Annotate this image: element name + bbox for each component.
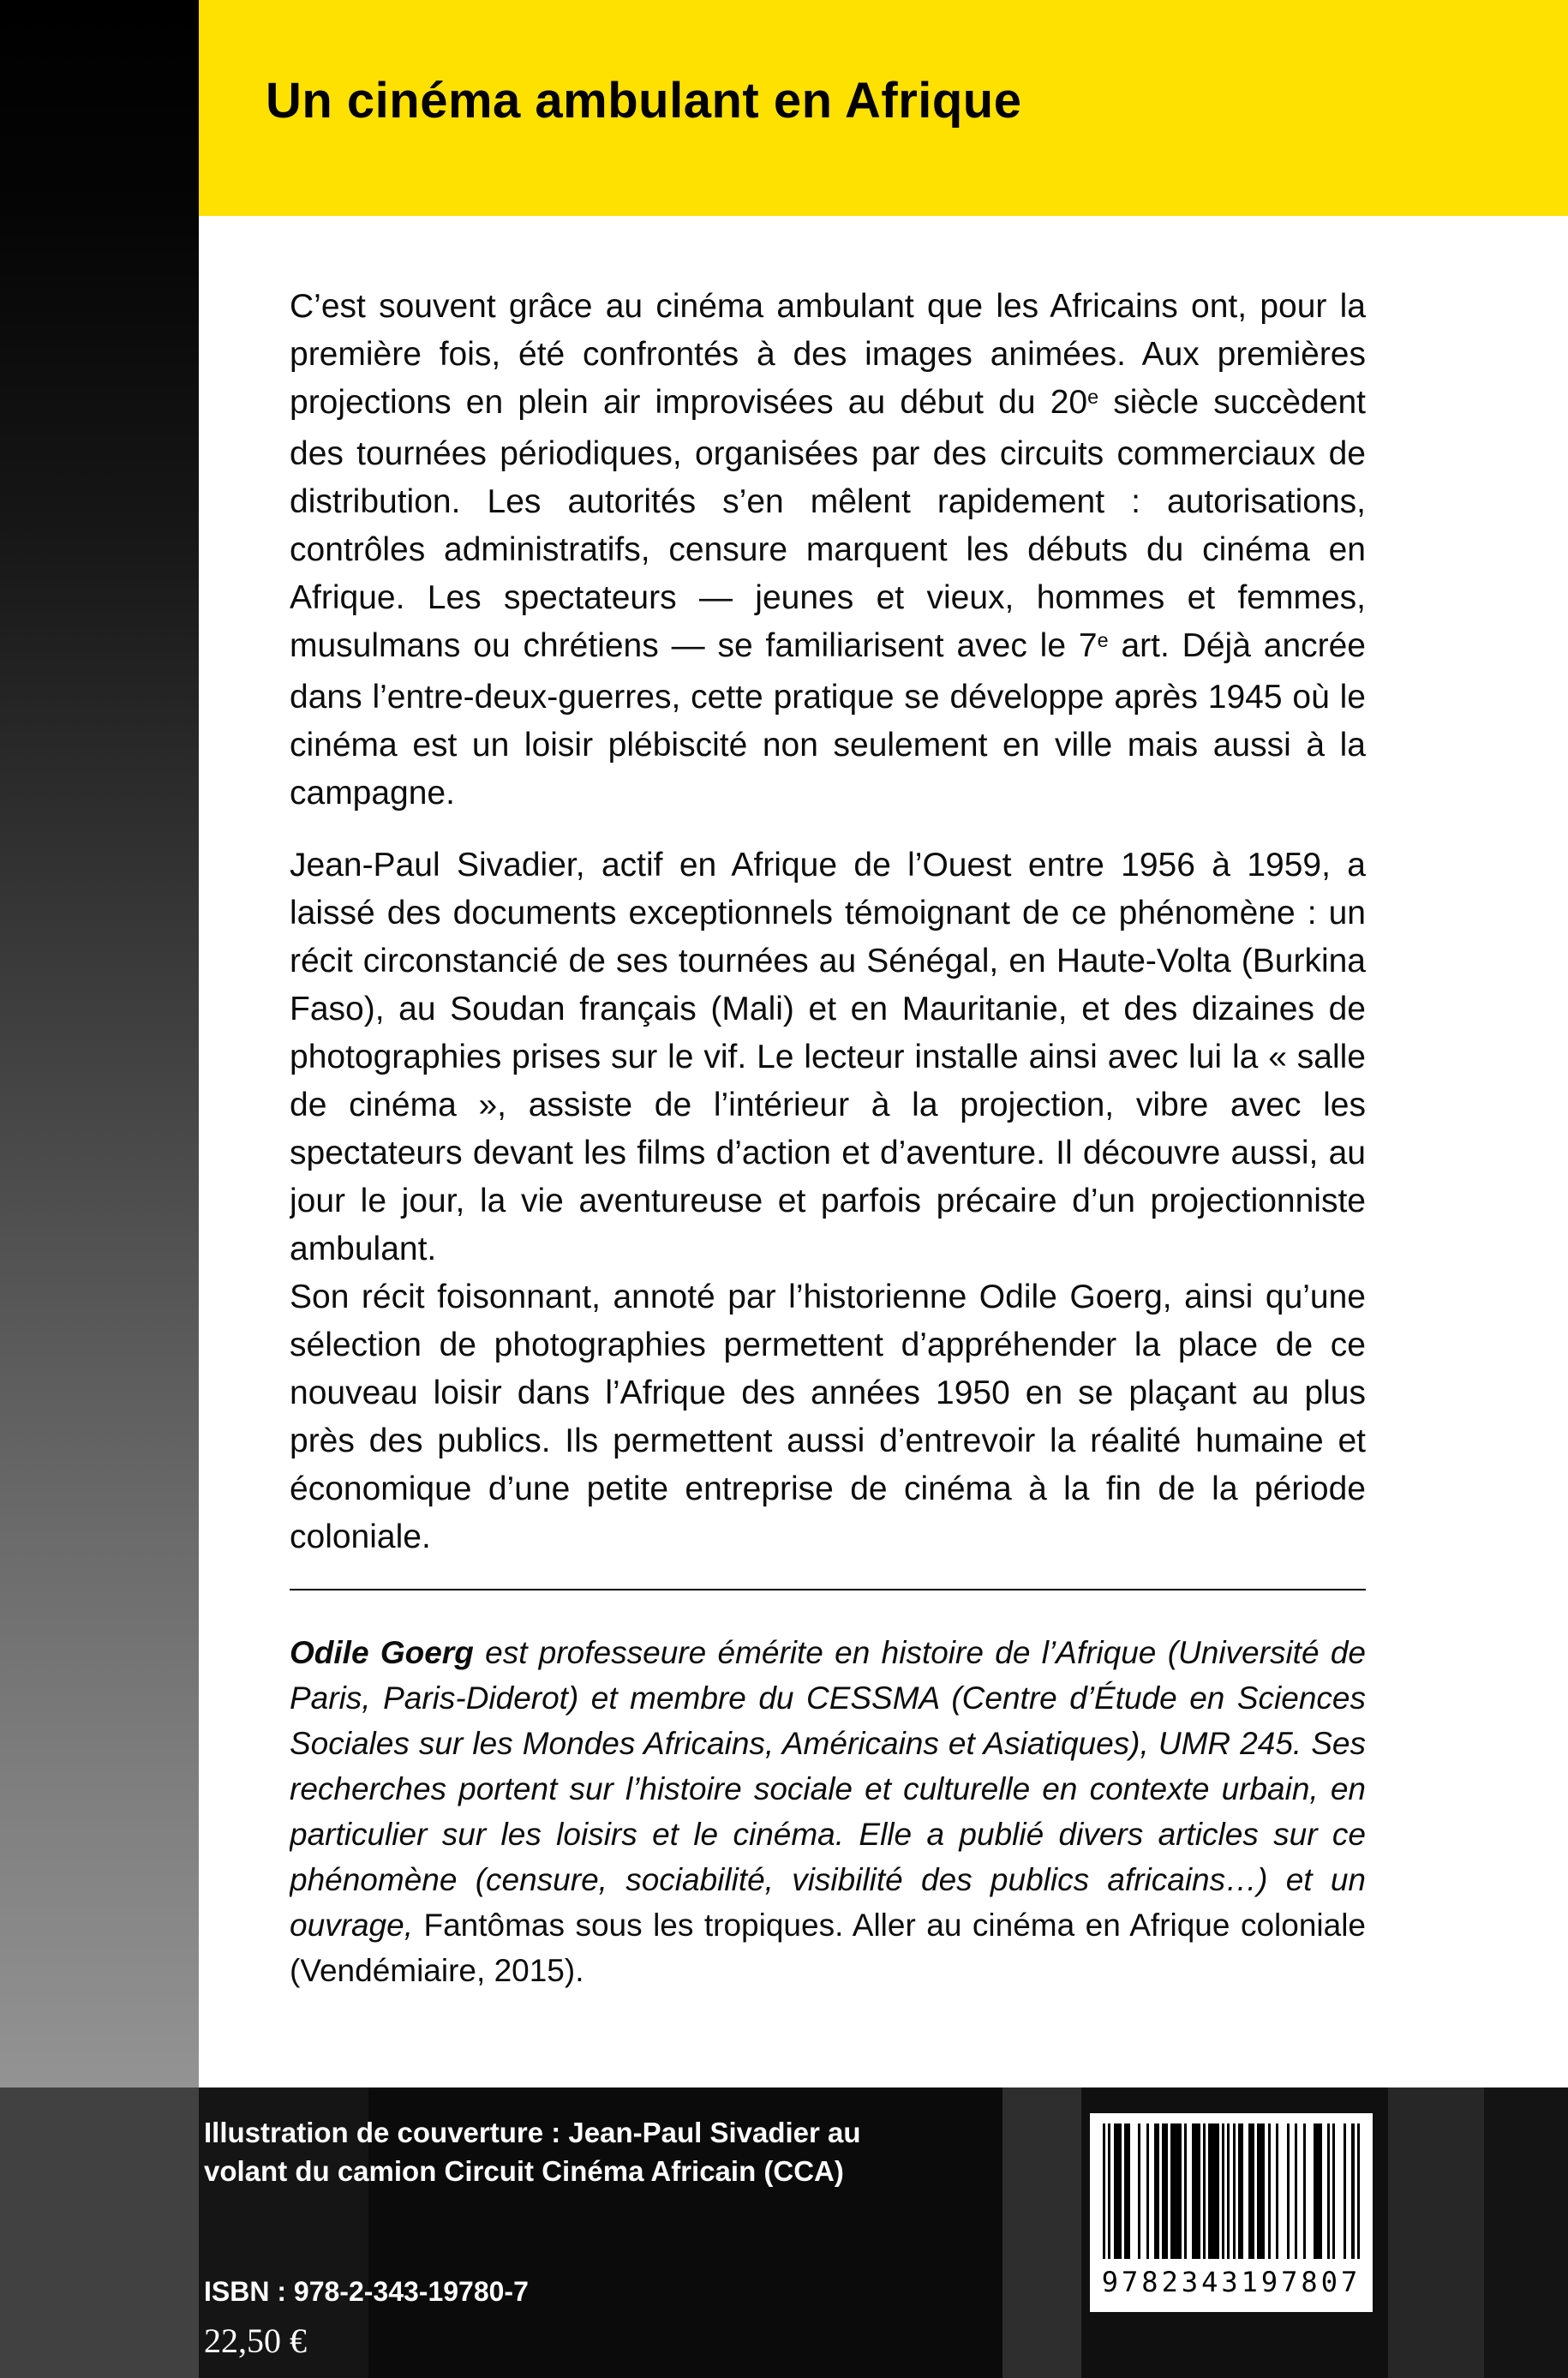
- synopsis-paragraph-3: Son récit foisonnant, annoté par l’historienne Odile Goerg, ainsi qu’une sélection de photographies permettent d’appréhender la place de ce nouveau loisir dans l’Afrique des années 1950 en se plaçant au plus près des publics. Ils permettent aussi d’entrevoir la réalité humaine et économique d’une petite entreprise de cinéma à la fin de la période coloniale.: [290, 1279, 1366, 1555]
- synopsis-block: [290, 283, 1366, 2082]
- book-reference: Fantômas sous les tropiques. Aller au cinéma en Afrique coloniale (Vendémiaire, 2015).: [290, 1908, 1366, 1988]
- author-name: Odile Goerg: [290, 1635, 474, 1670]
- synopsis-p1-text-c: art. Déjà ancrée dans l’entre-deux-guerres, cette pratique se développe après 1945 où le cinéma est un loisir plébiscité non seulement en ville mais aussi à la campagne.: [290, 627, 1366, 812]
- gradient-spine-strip: [0, 0, 199, 2087]
- synopsis-p1-text-a: C’est souvent grâce au cinéma ambulant que les Africains ont, pour la première fois, été confrontés à des images animées. Aux premières projections en plein air improvisées au début du 20: [290, 288, 1366, 421]
- illustration-credit: [204, 2113, 861, 2190]
- synopsis-p1-text-b: siècle succèdent des tournées périodiques, organisées par des circuits commerciaux de distribution. Les autorités s’en mêlent rapidement : autorisations, contrôles administratifs, censure marquent les débuts du cinéma en Afrique. Les spectateurs — jeunes et vieux, hommes et femmes, musulmans ou chrétiens — se familiarisent avec le 7: [290, 384, 1366, 664]
- title-band: [199, 0, 1568, 216]
- price-text: 22,50 €: [204, 2321, 307, 2360]
- footer-band: [0, 2087, 1568, 2378]
- divider-rule: [290, 1589, 1366, 1590]
- isbn-text: ISBN : 978-2-343-19780-7: [204, 2276, 529, 2307]
- author-bio: [290, 1630, 1366, 1993]
- barcode: [1090, 2113, 1373, 2312]
- synopsis-paragraph-1: [290, 283, 1366, 818]
- illustration-credit-line1: Illustration de couverture : Jean-Paul Sivadier au: [204, 2117, 861, 2148]
- synopsis-paragraph-2: Jean-Paul Sivadier, actif en Afrique de l’Ouest entre 1956 à 1959, a laissé des documents exceptionnels témoignant de ce phénomène : un récit circonstancié de ses tournées au Sénégal, en Haute-Volta (Burkina Faso), au Soudan français (Mali) et en Mauritanie, et des dizaines de photographies prises sur le vif. Le lecteur installe ainsi avec lui la « salle de cinéma », assiste de l’intérieur à la projection, vibre avec les spectateurs devant les films d’action et d’aventure. Il découvre aussi, au jour le jour, la vie aventureuse et parfois précaire d’un projectionniste ambulant.: [290, 847, 1366, 1267]
- illustration-credit-line2: volant du camion Circuit Cinéma Africain (CCA): [204, 2155, 844, 2187]
- barcode-number: 9782343197807: [1101, 2266, 1362, 2298]
- superscript-e: e: [1097, 629, 1109, 652]
- author-bio-text: est professeure émérite en histoire de l’Afrique (Université de Paris, Paris-Diderot) et membre du CESSMA (Centre d’Étude en Sciences Sociales sur les Mondes Africains, Américains et Asiatiques), UMR 245. Ses recherches portent sur l’histoire sociale et culturelle en contexte urbain, en particulier sur les loisirs et le cinéma. Elle a publié divers articles sur ce phénomène (censure, sociabilité, visibilité des publics africains…) et un ouvrage,: [290, 1635, 1366, 1943]
- superscript-e: e: [1087, 386, 1099, 409]
- barcode-bars: [1103, 2123, 1360, 2259]
- book-title: Un cinéma ambulant en Afrique: [266, 73, 1022, 129]
